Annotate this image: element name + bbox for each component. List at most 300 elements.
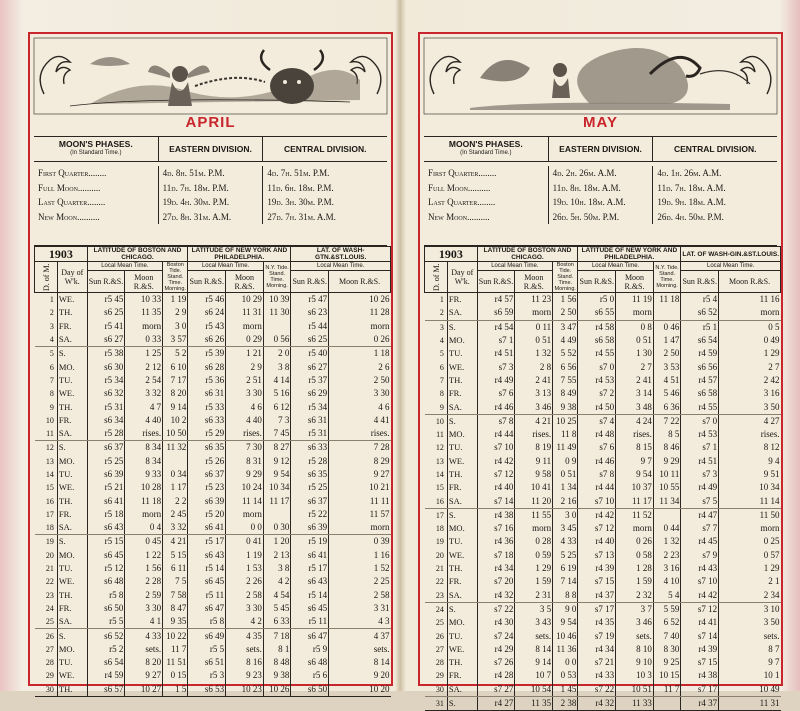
ny-tide: 5 46 — [653, 387, 680, 400]
phase-name: New Moon.......... — [34, 210, 159, 225]
ny-moon: 11 33 — [616, 696, 654, 710]
ny-tide: 10 15 — [653, 669, 680, 682]
ny-moon: 10 3 — [616, 669, 654, 682]
wash-sun: r5 40 — [291, 347, 329, 361]
boston-sun: r4 32 — [477, 589, 515, 603]
ny-tide: 4 2 — [263, 575, 290, 588]
wash-moon: 4 6 — [329, 400, 391, 413]
wash-moon: 1 52 — [329, 562, 391, 575]
ny-sun: r5 36 — [188, 374, 226, 387]
day-of-month: 26 — [45, 631, 54, 641]
day-of-month: 15 — [45, 483, 54, 493]
boston-moon: 3 32 — [125, 387, 163, 400]
ny-sun: s6 26 — [188, 333, 226, 347]
boston-sun: r4 57 — [477, 293, 515, 307]
moon-phase-row — [34, 210, 387, 225]
ny-sun: r5 5 — [188, 643, 226, 656]
wash-moon: 3 31 — [329, 602, 391, 615]
boston-tide: 10 46 — [553, 629, 578, 642]
ny-sun: s6 58 — [578, 334, 616, 347]
ny-moon: 9 29 — [226, 468, 264, 481]
wash-sun: r5 11 — [291, 615, 329, 629]
ny-tide: 9 54 — [263, 468, 290, 481]
wash-moon: morn — [719, 306, 781, 320]
ny-moon: 2 26 — [226, 575, 264, 588]
ny-sun: s6 53 — [188, 683, 226, 697]
wash-moon: 3 30 — [329, 387, 391, 400]
wash-moon: 1 29 — [719, 347, 781, 360]
boston-sun: r5 45 — [87, 293, 125, 307]
ny-sun: r4 50 — [578, 400, 616, 414]
boston-tide: 2 2 — [163, 494, 188, 507]
ny-moon: 1 19 — [226, 549, 264, 562]
boston-moon: 3 5 — [515, 602, 553, 616]
boston-sun: s7 14 — [477, 494, 515, 508]
day-of-month: 30 — [425, 683, 448, 697]
ny-tide: 11 18 — [653, 293, 680, 307]
april-header — [30, 34, 391, 134]
day-of-week: SA. — [57, 521, 87, 535]
wash-sun: s7 12 — [681, 602, 719, 616]
wash-moon: 0 26 — [329, 333, 391, 347]
ny-tide: 8 46 — [653, 441, 680, 454]
day-of-month: 17 — [435, 510, 444, 520]
ny-tide: 5 4 — [653, 589, 680, 603]
ny-moon: 1 21 — [226, 347, 264, 361]
ny-tide: 6 33 — [263, 615, 290, 629]
boston-moon: 1 59 — [515, 575, 553, 588]
wash-moon: 10 49 — [719, 683, 781, 697]
boston-sun: s7 27 — [477, 683, 515, 697]
day-of-month: 22 — [435, 577, 444, 587]
phases-col-header: MOON'S PHASES. (In Standard Time.) — [34, 137, 159, 161]
calendar-row — [35, 400, 391, 413]
calendar-row — [35, 306, 391, 319]
ny-tide: 11 17 — [263, 494, 290, 507]
calendar-row — [425, 320, 781, 334]
ny-moon: sets. — [226, 643, 264, 656]
boston-moon: 2 8 — [515, 360, 553, 373]
boston-moon: 0 4 — [125, 521, 163, 535]
wash-moon: 9 51 — [719, 468, 781, 481]
wash-moon: 1 16 — [329, 549, 391, 562]
boston-moon: 1 56 — [125, 562, 163, 575]
boston-tide: 1 34 — [553, 481, 578, 494]
boston-sun: s6 43 — [87, 521, 125, 535]
wash-sun: s7 3 — [681, 468, 719, 481]
boston-tide: 1 17 — [163, 481, 188, 494]
day-of-week: S. — [447, 320, 477, 334]
boston-moon: 10 33 — [125, 293, 163, 307]
wash-moon: 10 26 — [329, 293, 391, 307]
ny-tide: 3 16 — [653, 562, 680, 575]
ny-sun: s7 15 — [578, 575, 616, 588]
boston-moon: 11 20 — [515, 494, 553, 508]
boston-tide: 9 14 — [163, 400, 188, 413]
phase-name: First Quarter........ — [424, 166, 549, 181]
day-of-month: 6 — [49, 362, 54, 372]
day-of-month: 29 — [435, 671, 444, 681]
day-of-month: 24 — [435, 604, 444, 614]
boston-sun: s6 59 — [477, 306, 515, 320]
ny-tide: 8 48 — [263, 656, 290, 669]
eastern-time: 26d. 5h. 50m. P.M. — [549, 210, 654, 225]
ny-sun: r5 39 — [188, 347, 226, 361]
wash-moon: 1 29 — [719, 562, 781, 575]
wash-sun: s7 17 — [681, 683, 719, 697]
day-of-month: 18 — [435, 524, 444, 534]
ny-moon: 4 35 — [226, 629, 264, 643]
day-of-month: 26 — [435, 631, 444, 641]
wash-moon: 11 31 — [719, 696, 781, 710]
day-of-week: TU. — [447, 629, 477, 642]
ny-moon: 3 14 — [616, 387, 654, 400]
boston-tide: 11 8 — [553, 428, 578, 441]
day-of-month: 23 — [425, 589, 448, 603]
day-of-month: 15 — [435, 483, 444, 493]
boston-sun: r5 34 — [87, 374, 125, 387]
ny-sun: r5 33 — [188, 400, 226, 413]
wash-moon: 9 4 — [719, 455, 781, 468]
month-title: APRIL — [185, 114, 236, 131]
ny-sun: s6 28 — [188, 360, 226, 373]
boston-sun: r4 38 — [477, 508, 515, 522]
ny-sun: s7 4 — [578, 414, 616, 428]
day-of-week: MO. — [57, 455, 87, 468]
ny-tide: 8 30 — [653, 643, 680, 656]
wash-sun: s7 14 — [681, 629, 719, 642]
calendar-row — [425, 400, 781, 414]
ny-tide: 5 59 — [653, 602, 680, 616]
day-of-month: 8 — [439, 389, 444, 399]
wash-moon: rises. — [719, 428, 781, 441]
ny-tide: 7 45 — [263, 427, 290, 441]
day-of-month: 24 — [45, 603, 54, 613]
boston-sun: r4 36 — [477, 535, 515, 548]
day-of-week: SA. — [57, 615, 87, 629]
boston-moon: 3 43 — [515, 616, 553, 629]
wash-moon: 11 11 — [329, 494, 391, 507]
wash-moon: 2 58 — [329, 589, 391, 602]
day-of-month: 19 — [45, 537, 54, 547]
boston-tide: 2 16 — [553, 494, 578, 508]
ny-sun: r4 37 — [578, 589, 616, 603]
phase-name: Full Moon.......... — [424, 181, 549, 196]
ny-tide: 6 36 — [653, 400, 680, 414]
day-of-week: TU. — [447, 535, 477, 548]
boston-moon: 8 14 — [515, 643, 553, 656]
april-page — [28, 32, 393, 694]
boston-sun: s6 45 — [87, 549, 125, 562]
wash-moon: morn — [329, 320, 391, 333]
moon-header: Moon R.&S. — [515, 271, 553, 293]
ny-tide: 11 30 — [263, 306, 290, 319]
boston-moon: 9 27 — [125, 669, 163, 682]
ny-sun: r5 8 — [188, 615, 226, 629]
ny-moon: morn — [616, 306, 654, 320]
calendar-row — [35, 494, 391, 507]
wash-sun: s7 15 — [681, 656, 719, 669]
boston-moon: 8 34 — [125, 441, 163, 455]
boston-tide: 7 58 — [163, 589, 188, 602]
ny-moon: 11 19 — [616, 293, 654, 307]
ny-tide: 7 18 — [263, 629, 290, 643]
day-of-month: 19 — [435, 537, 444, 547]
sun-header: Sun R.&S. — [578, 271, 616, 293]
calendar-row — [425, 562, 781, 575]
lat-wash-header: LAT. OF WASH-GTN.&ST.LOUIS. — [291, 247, 391, 262]
day-of-month: 6 — [439, 362, 444, 372]
ny-sun: s6 39 — [188, 494, 226, 507]
day-of-month: 21 — [435, 564, 444, 574]
wash-sun: r5 14 — [291, 589, 329, 602]
day-of-week: FR. — [447, 293, 477, 307]
ny-moon: 9 23 — [226, 669, 264, 682]
ny-tide: 1 20 — [263, 535, 290, 549]
boston-moon: 3 13 — [515, 387, 553, 400]
day-of-week: WE. — [447, 455, 477, 468]
local-mean-time: Local Mean Time. — [578, 262, 654, 271]
ny-tide: 5 16 — [263, 387, 290, 400]
calendar-row — [35, 549, 391, 562]
ny-moon: 11 17 — [616, 494, 654, 508]
boston-moon: 1 32 — [515, 347, 553, 360]
may-page — [418, 32, 783, 709]
wash-sun: s6 50 — [291, 683, 329, 697]
boston-sun: r4 28 — [477, 669, 515, 682]
ny-moon: 8 16 — [226, 656, 264, 669]
boston-sun: s7 22 — [477, 602, 515, 616]
boston-sun: s6 32 — [87, 387, 125, 400]
boston-moon: 11 35 — [515, 696, 553, 710]
moon-header: Moon R.&S. — [329, 271, 391, 293]
ny-tide: 4 14 — [263, 374, 290, 387]
day-of-week: S. — [57, 347, 87, 361]
boston-moon: morn — [515, 522, 553, 535]
day-of-week: TH. — [57, 400, 87, 413]
wash-sun: s6 39 — [291, 521, 329, 535]
ny-sun: s6 41 — [188, 521, 226, 535]
boston-sun: r4 46 — [477, 400, 515, 414]
boston-moon: 0 11 — [515, 320, 553, 334]
day-of-week: TU. — [447, 441, 477, 454]
ny-sun: r4 35 — [578, 616, 616, 629]
ny-sun: r5 0 — [578, 293, 616, 307]
calendar-row — [425, 696, 781, 710]
day-of-month: 10 — [435, 416, 444, 426]
wash-moon: 8 7 — [719, 643, 781, 656]
calendar-row — [425, 468, 781, 481]
boston-moon: 10 41 — [515, 481, 553, 494]
boston-tide: 2 9 — [163, 306, 188, 319]
day-of-week: WE. — [57, 575, 87, 588]
day-of-month: 21 — [45, 564, 54, 574]
day-of-month: 9 — [425, 400, 448, 414]
boston-moon: 11 35 — [125, 306, 163, 319]
wash-sun: r5 34 — [291, 400, 329, 413]
ny-sun: r4 42 — [578, 508, 616, 522]
eastern-time: 4d. 8h. 51m. P.M. — [159, 166, 264, 181]
calendar-row — [35, 481, 391, 494]
boston-tide: 3 45 — [553, 522, 578, 535]
calendar-table — [424, 246, 780, 711]
ny-sun: s7 21 — [578, 656, 616, 669]
wash-sun: s6 45 — [291, 602, 329, 615]
ny-moon: 3 7 — [616, 602, 654, 616]
calendar-row — [425, 360, 781, 373]
day-of-month: 31 — [435, 699, 444, 709]
boston-sun: s7 20 — [477, 575, 515, 588]
day-of-month: 18 — [35, 521, 58, 535]
ny-sun: r5 20 — [188, 508, 226, 521]
wash-sun: r4 37 — [681, 696, 719, 710]
ny-moon: 0 51 — [616, 334, 654, 347]
boston-moon: 4 33 — [125, 629, 163, 643]
calendar-row — [35, 414, 391, 427]
boston-moon: 9 58 — [515, 468, 553, 481]
boston-moon: morn — [515, 306, 553, 320]
boston-moon: 4 7 — [125, 400, 163, 413]
ny-sun: s7 12 — [578, 522, 616, 535]
ny-sun: s7 2 — [578, 387, 616, 400]
wash-sun: s6 29 — [291, 387, 329, 400]
boston-sun: s6 34 — [87, 414, 125, 427]
ny-tide: 10 11 — [653, 468, 680, 481]
boston-moon: rises. — [515, 428, 553, 441]
wash-sun: s6 54 — [681, 334, 719, 347]
wash-sun: s6 31 — [291, 414, 329, 427]
boston-tide: 11 36 — [553, 643, 578, 656]
ny-tide: 4 51 — [653, 374, 680, 387]
boston-sun: r4 59 — [87, 669, 125, 682]
ny-sun: r4 32 — [578, 696, 616, 710]
ny-tide: 11 34 — [653, 494, 680, 508]
wash-moon: rises. — [329, 427, 391, 441]
boston-tide: 2 45 — [163, 508, 188, 521]
ny-tide: 0 44 — [653, 522, 680, 535]
calendar-row — [425, 494, 781, 508]
boston-tide: 0 51 — [553, 468, 578, 481]
calendar-row — [425, 602, 781, 616]
calendar-row — [35, 562, 391, 575]
wash-sun: r4 42 — [681, 589, 719, 603]
day-of-week: SA. — [447, 400, 477, 414]
wash-moon: 4 3 — [329, 615, 391, 629]
day-of-week: MO. — [57, 643, 87, 656]
calendar-row — [425, 535, 781, 548]
wash-moon: 0 49 — [719, 334, 781, 347]
phase-name: Last Quarter........ — [34, 195, 159, 210]
phase-name: Full Moon.......... — [34, 181, 159, 196]
boston-tide: 4 49 — [553, 334, 578, 347]
wash-moon: 7 28 — [329, 441, 391, 455]
ny-moon: 11 52 — [616, 508, 654, 522]
ny-tide: 10 39 — [263, 293, 290, 307]
day-of-week: TH. — [447, 562, 477, 575]
wash-sun: r4 59 — [681, 347, 719, 360]
wash-sun: r5 31 — [291, 427, 329, 441]
boston-moon: 0 45 — [125, 535, 163, 549]
boston-sun: r5 2 — [87, 643, 125, 656]
boston-sun: s6 57 — [87, 683, 125, 697]
ny-moon: 2 32 — [616, 589, 654, 603]
boston-sun: r5 18 — [87, 508, 125, 521]
boston-moon: 9 11 — [515, 455, 553, 468]
ny-tide: 7 22 — [653, 414, 680, 428]
ny-moon: 0 29 — [226, 333, 264, 347]
boston-moon: 10 27 — [125, 683, 163, 697]
wash-sun: r5 22 — [291, 508, 329, 521]
ny-moon: 4 24 — [616, 414, 654, 428]
ny-tide: 8 27 — [263, 441, 290, 455]
day-of-week: FR. — [57, 320, 87, 333]
sun-header: Sun R.&S. — [291, 271, 329, 293]
wash-moon: 3 16 — [719, 387, 781, 400]
ny-moon: 3 46 — [616, 616, 654, 629]
wash-sun: r5 37 — [291, 374, 329, 387]
day-of-week: TU. — [57, 468, 87, 481]
ny-tide: 1 32 — [653, 535, 680, 548]
ny-moon: 1 30 — [616, 347, 654, 360]
ny-moon: 4 2 — [226, 615, 264, 629]
day-of-week: WE. — [57, 387, 87, 400]
central-division-header: CENTRAL DIVISION. — [673, 143, 757, 154]
wash-sun: s7 0 — [681, 414, 719, 428]
boston-tide: 6 56 — [553, 360, 578, 373]
calendar-row — [35, 360, 391, 373]
phase-name: Last Quarter........ — [424, 195, 549, 210]
day-of-week: WE. — [447, 549, 477, 562]
boston-tide: 10 25 — [553, 414, 578, 428]
sun-header: Sun R.&S. — [477, 271, 515, 293]
day-of-month: 14 — [435, 470, 444, 479]
day-of-week: SA. — [447, 589, 477, 603]
ny-moon: morn — [226, 320, 264, 333]
calendar-row — [425, 334, 781, 347]
day-of-week: MO. — [447, 522, 477, 535]
boston-tide: 9 54 — [553, 616, 578, 629]
calendar-row — [425, 683, 781, 697]
boston-sun: r4 44 — [477, 428, 515, 441]
lat-boston-header: LATITUDE OF BOSTON AND CHICAGO. — [87, 247, 188, 262]
day-of-week: SA. — [447, 306, 477, 320]
ny-tide: 7 3 — [263, 414, 290, 427]
central-time: 11d. 6h. 18m. P.M. — [267, 182, 334, 193]
wash-moon: 9 27 — [329, 468, 391, 481]
wash-moon: 3 50 — [719, 400, 781, 414]
calendar-row — [35, 589, 391, 602]
ny-tide: 8 5 — [653, 428, 680, 441]
sun-header: Sun R.&S. — [87, 271, 125, 293]
ny-moon: 1 53 — [226, 562, 264, 575]
wash-moon: 2 34 — [719, 589, 781, 603]
boston-moon: 1 22 — [125, 549, 163, 562]
boston-moon: 8 20 — [125, 656, 163, 669]
central-time: 19d. 3h. 30m. P.M. — [267, 197, 334, 208]
boston-sun: s7 3 — [477, 360, 515, 373]
ny-moon: 1 59 — [616, 575, 654, 588]
calendar-row — [425, 669, 781, 682]
day-of-month: 7 — [439, 375, 444, 385]
moon-phases-table — [34, 136, 387, 246]
ny-tide-header: N.Y. Tide. Stand. Time. Morning. — [263, 262, 290, 293]
ny-tide: 6 12 — [263, 400, 290, 413]
boston-moon: 0 59 — [515, 549, 553, 562]
day-of-month: 13 — [45, 456, 54, 466]
moon-phase-row — [424, 162, 777, 181]
eastern-time: 11d. 8h. 18m. A.M. — [549, 181, 654, 196]
day-of-month: 11 — [436, 430, 444, 440]
